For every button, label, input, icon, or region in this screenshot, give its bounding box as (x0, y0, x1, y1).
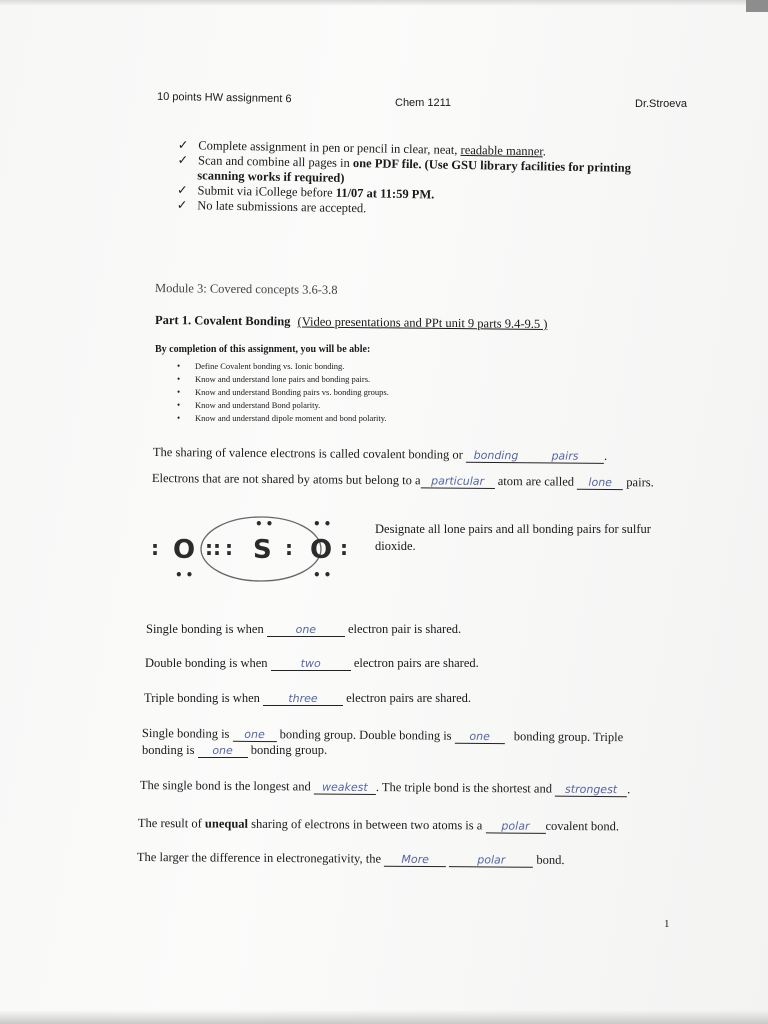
designate-instruction: Designate all lone pairs and all bonding pairs for sulfur dioxide. (375, 522, 651, 553)
question-electronegativity: The larger the difference in electronegativity, the More polar bond. (136, 850, 565, 867)
question-unequal-sharing: The result of unequal sharing of electrons in between two atoms is a polar covalent bond. (137, 816, 620, 834)
oxygen-atom-right: O (310, 535, 333, 565)
instruction-2: ✓ Scan and combine all pages in one PDF file. (Use GSU library facilities for printing (177, 152, 632, 175)
page-top-shadow (0, 0, 768, 6)
double-bond-dots: :: (205, 536, 221, 560)
lone-pair-dots: •• (255, 517, 277, 531)
answer-blank: one (455, 730, 505, 744)
single-bond-dots: : (285, 536, 293, 560)
module-line: Module 3: Covered concepts 3.6-3.8 (154, 281, 338, 297)
lone-pair-dots: : (340, 536, 348, 560)
instruction-1: ✓ Complete assignment in pen or pencil in clear, neat, readable manner. (177, 138, 547, 159)
answer-blank: polar (449, 853, 533, 868)
checkmark-icon: ✓ (177, 152, 189, 168)
question-bond-length: The single bond is the longest and weakest . The triple bond is the shortest and strongest . (139, 778, 631, 797)
answer-blank: weakest (314, 781, 376, 796)
instruction-2-continued: scanning works if required) (197, 168, 345, 185)
header-assignment: 10 points HW assignment 6 (156, 90, 292, 106)
instruction-3: ✓ Submit via iCollege before 11/07 at 11:59 PM. (176, 182, 435, 202)
sulfur-atom: S (253, 535, 272, 565)
checkmark-icon: ✓ (176, 182, 188, 198)
answer-blank: one (267, 623, 345, 637)
part1-resources: (Video presentations and PPt unit 9 parts 9.4-9.5 ) (297, 314, 548, 332)
answer-blank: three (263, 692, 343, 706)
question-covalent-bonding: The sharing of valence electrons is called covalent bonding or bonding pairs . (152, 445, 608, 463)
page-number: 1 (664, 918, 670, 930)
question-lone-pairs: Electrons that are not shared by atoms but belong to a particular atom are called lone pairs. (151, 471, 654, 490)
answer-blank: one (198, 744, 248, 758)
question-bonding-groups: Single bonding is one bonding group. Double bonding is one bonding group. Triple (141, 726, 624, 745)
page-bottom-shadow (0, 1010, 768, 1024)
answer-blank: strongest (555, 783, 627, 798)
lone-pair-dots: •• (313, 517, 335, 531)
objective-item: • Know and understand dipole moment and bond polarity. (175, 412, 389, 425)
answer-blank: More (384, 853, 446, 867)
answer-blank: pairs (526, 449, 604, 464)
lone-pair-dots: •• (175, 568, 197, 582)
question-single-bond: Single bonding is when one electron pair is shared. (146, 622, 462, 636)
objectives-heading: By completion of this assignment, you will be able: (155, 344, 371, 355)
answer-blank: bonding (466, 449, 526, 464)
objective-item: • Know and understand lone pairs and bonding pairs. (175, 373, 389, 386)
lone-pair-dots: •• (313, 568, 335, 582)
answer-blank: two (271, 657, 351, 671)
header-course: Chem 1211 (395, 97, 452, 109)
oxygen-atom-left: O (173, 535, 196, 565)
objectives-list (175, 360, 389, 425)
answer-blank: one (233, 728, 277, 742)
question-bonding-groups-continued: bonding is one bonding group. (142, 743, 328, 757)
checkmark-icon: ✓ (177, 138, 189, 153)
page-corner-shadow (746, 0, 768, 12)
objective-item: • Define Covalent bonding vs. Ionic bonding. (175, 360, 389, 373)
instructions-list (177, 138, 632, 221)
objective-item: • Know and understand Bonding pairs vs. bonding groups. (175, 386, 389, 399)
lone-pair-dots: : (151, 536, 159, 560)
answer-blank: polar (485, 819, 545, 833)
instruction-4: ✓ No late submissions are accepted. (176, 197, 367, 216)
checkmark-icon: ✓ (176, 197, 188, 213)
lone-pair-dots: : (225, 536, 233, 560)
part1-title: Part 1. Covalent Bonding (Video presentations and PPt unit 9 parts 9.4-9.5 ) (154, 312, 548, 332)
answer-blank: lone (577, 476, 623, 490)
so2-lewis-structure (145, 505, 370, 590)
question-triple-bond: Triple bonding is when three electron pairs are shared. (144, 691, 472, 705)
header-instructor: Dr.Stroeva (635, 98, 687, 110)
answer-blank: particular (421, 474, 495, 489)
objective-item: • Know and understand Bond polarity. (175, 399, 389, 412)
question-double-bond: Double bonding is when two electron pairs are shared. (145, 656, 479, 670)
